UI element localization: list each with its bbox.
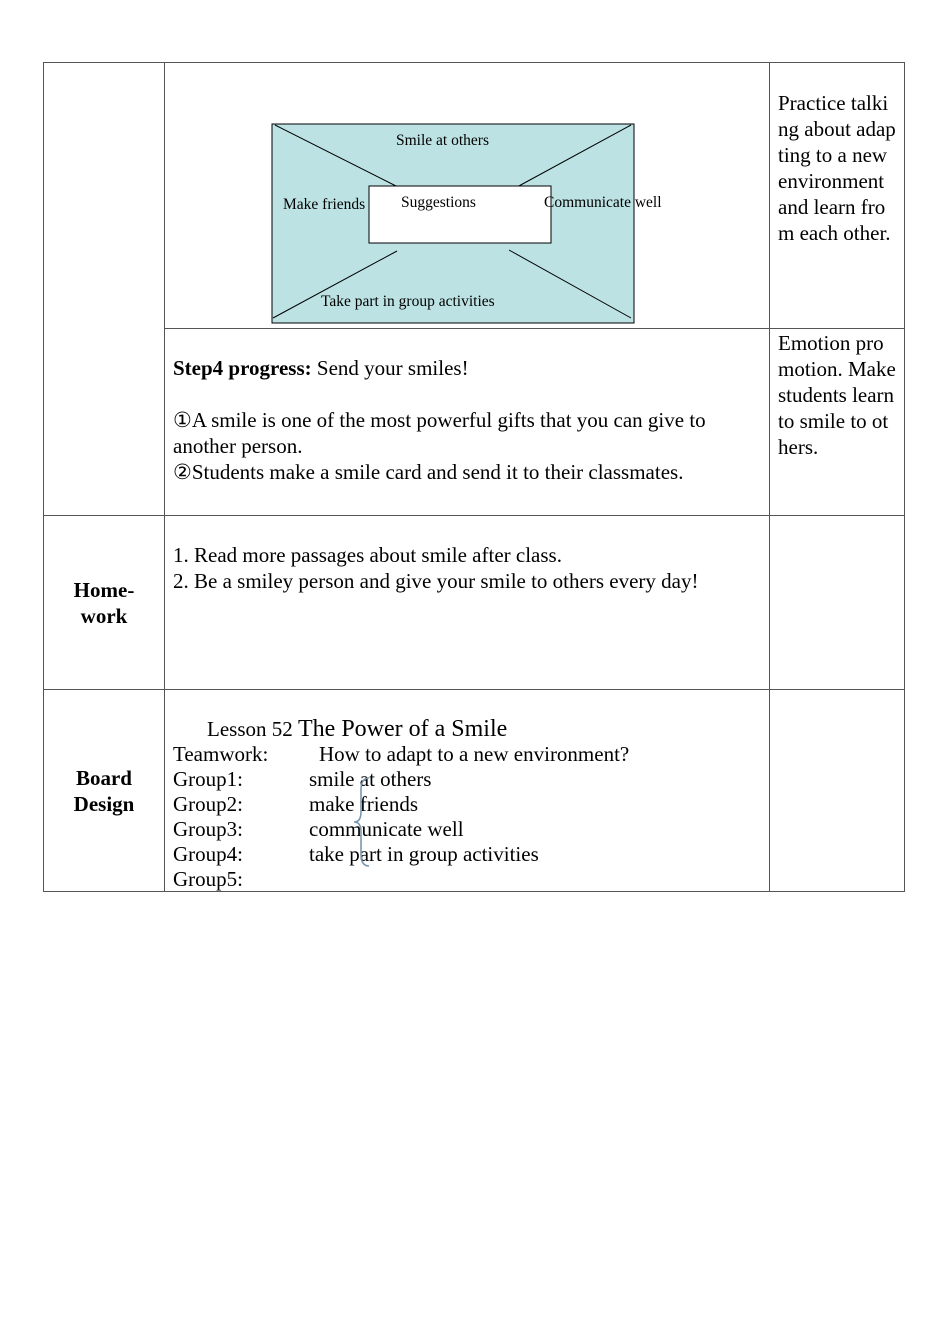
diagram-label-left: Make friends — [283, 196, 366, 213]
board-title — [207, 716, 507, 742]
board-row — [44, 690, 905, 892]
diagram-note: Practice talking about adapting to a new environment and learn from each other. — [778, 91, 896, 245]
diagram-note-cell — [770, 63, 905, 329]
group-label-4: Group4: — [173, 842, 243, 866]
suggestions-diagram — [165, 63, 769, 328]
diagram-label-right: Communicate well — [544, 194, 662, 211]
board-label — [44, 690, 165, 892]
lesson-title: The Power of a Smile — [298, 716, 508, 742]
step4-item-1: ①A smile is one of the most powerful gifts that you can give to another person. — [173, 408, 706, 458]
step4-row — [44, 329, 905, 516]
diagram-label-top: Smile at others — [396, 132, 489, 149]
homework-cell — [165, 516, 770, 690]
board-label-line-1: Board — [75, 765, 132, 790]
board-design — [165, 690, 769, 891]
board-cell — [165, 690, 770, 892]
step4-item-2: ②Students make a smile card and send it to their classmates. — [173, 460, 684, 484]
homework-label — [44, 516, 165, 690]
teamwork-label: Teamwork: — [173, 742, 269, 766]
lesson-number: Lesson 52 — [207, 717, 293, 741]
step4-title-rest: Send your smiles! — [311, 356, 469, 380]
homework-note-cell — [770, 516, 905, 690]
group-label-5: Group5: — [173, 867, 243, 891]
homework-item-2: 2. Be a smiley person and give your smile to others every day! — [173, 569, 699, 593]
homework-label-line-2: work — [80, 603, 128, 628]
group-answer-4: take part in group activities — [309, 842, 539, 866]
teamwork-question: How to adapt to a new environment? — [319, 742, 630, 766]
group-label-2: Group2: — [173, 792, 243, 816]
step4-title-bold: Step4 progress: — [173, 356, 312, 380]
group-label-1: Group1: — [173, 767, 243, 791]
step4-note: Emotion promotion. Make students learn to smile to others. — [778, 331, 896, 459]
diagram-row — [44, 63, 905, 329]
group-answer-1: smile at others — [309, 767, 432, 791]
group-answer-3: communicate well — [309, 817, 464, 841]
step4-title — [173, 355, 761, 381]
board-note-cell — [770, 690, 905, 892]
empty-label-cell — [44, 63, 165, 516]
diagram-label-bottom: Take part in group activities — [321, 293, 495, 310]
homework-row — [44, 516, 905, 690]
group-label-3: Group3: — [173, 817, 243, 841]
step4-note-cell — [770, 329, 905, 516]
curly-brace-icon — [351, 776, 375, 868]
diagram-label-center: Suggestions — [401, 194, 476, 211]
diagram-cell — [165, 63, 770, 329]
homework-label-line-1: Home- — [73, 577, 135, 602]
lesson-plan-table — [43, 62, 905, 892]
group-answer-2: make friends — [309, 792, 419, 816]
step4-cell — [165, 329, 770, 516]
board-label-line-2: Design — [73, 791, 135, 816]
homework-item-1: 1. Read more passages about smile after class. — [173, 543, 562, 567]
